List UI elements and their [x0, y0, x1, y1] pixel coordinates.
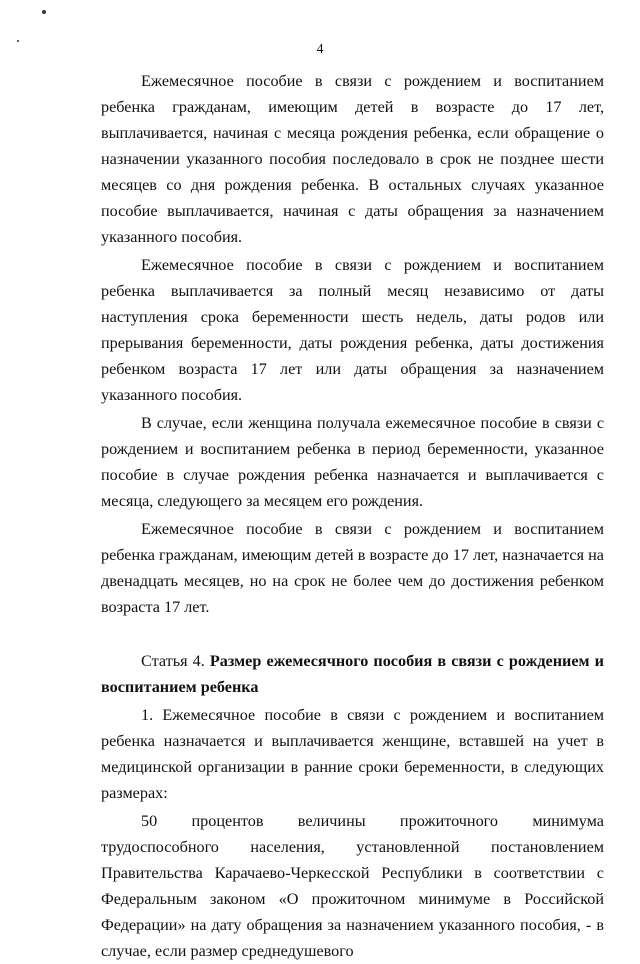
- article-heading: [101, 648, 604, 700]
- scan-speck: [42, 10, 46, 14]
- article-title: Размер ежемесячного пособия в связи с рождением и воспитанием ребенка: [101, 652, 604, 696]
- paragraph: Ежемесячное пособие в связи с рождением и воспитанием ребенка гражданам, имеющим детей в возрасте до 17 лет, назначается на двенадцать месяцев, но на срок не более чем до достижения ребенком возраста 17 лет.: [101, 520, 604, 616]
- article-label: Статья 4.: [141, 652, 205, 670]
- paragraph: Ежемесячное пособие в связи с рождением и воспитанием ребенка выплачивается за полный месяц независимо от даты наступления срока беременности шесть недель, даты родов или прерывания беременности, даты рождения ребенка, даты достижения ребенком возраста 17 лет или даты обращения за назначением указанного пособия.: [101, 256, 604, 404]
- paragraph: Ежемесячное пособие в связи с рождением и воспитанием ребенка гражданам, имеющим детей в возрасте до 17 лет, выплачивается, начиная с месяца рождения ребенка, если обращение о назначении указанного пособия последовало в срок не позднее шести месяцев со дня рождения ребенка. В остальных случаях указанное пособие выплачивается, начиная с даты обращения за назначением указанного пособия.: [101, 72, 604, 246]
- page-number: 4: [316, 42, 324, 57]
- paragraph: В случае, если женщина получала ежемесячное пособие в связи с рождением и воспитанием ребенка в период беременности, указанное пособие в случае рождения ребенка назначается и выплачивается с месяца, следующего за месяцем его рождения.: [101, 414, 604, 510]
- document-body: [101, 68, 604, 964]
- paragraph: 50 процентов величины прожиточного минимума трудоспособного населения, установленной постановлением Правительства Карачаево-Черкесской Республики в соответствии с Федеральным законом «О прожиточном минимуме в Российской Федерации» на дату обращения за назначением указанного пособия, - в случае, если размер среднедушевого: [101, 812, 604, 960]
- paragraph: 1. Ежемесячное пособие в связи с рождением и воспитанием ребенка назначается и выплачивается женщине, вставшей на учет в медицинской организации в ранние сроки беременности, в следующих размерах:: [101, 706, 604, 802]
